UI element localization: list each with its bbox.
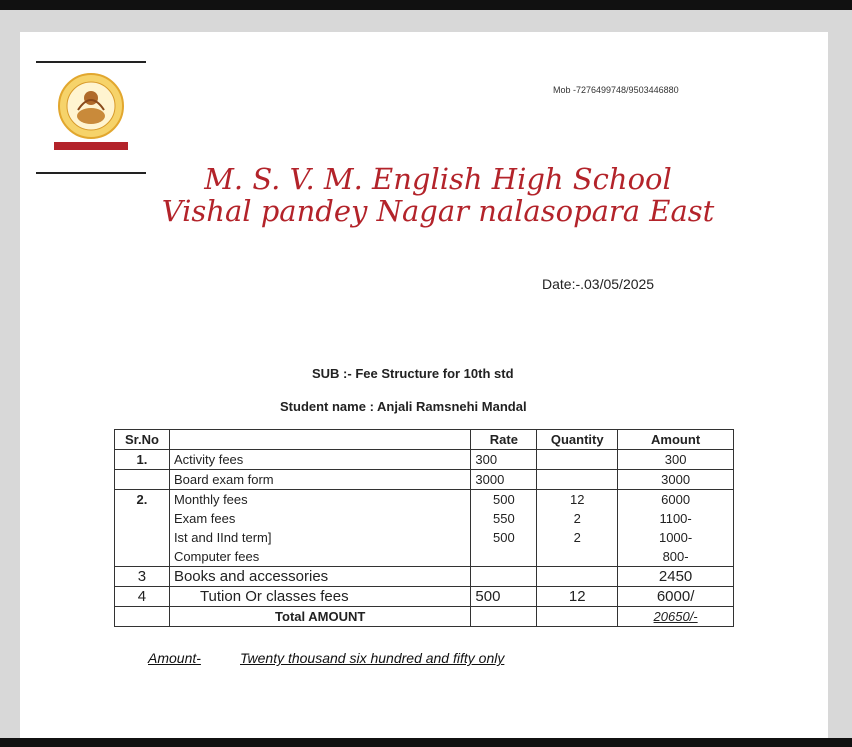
total-row: [115, 607, 734, 627]
cell-item: Books and accessories: [169, 567, 470, 587]
table-row: [115, 587, 734, 607]
cell-rate: [471, 547, 537, 567]
amount-in-words: Twenty thousand six hundred and fifty only: [240, 650, 505, 666]
school-name: M. S. V. M. English High School: [204, 162, 672, 196]
cell-item: Tution Or classes fees: [169, 587, 470, 607]
school-logo-icon: [48, 70, 134, 154]
header-item: [169, 430, 470, 450]
cell-sr: 1.: [115, 450, 170, 470]
table-row: [115, 509, 734, 528]
bottom-bar: [0, 738, 852, 747]
cell-sr: 3: [115, 567, 170, 587]
cell-rate: 500: [471, 587, 537, 607]
top-bar: [0, 0, 852, 10]
cell-rate: 300: [471, 450, 537, 470]
cell-amount: 300: [618, 450, 734, 470]
cell-sr: 4: [115, 587, 170, 607]
cell-item: Activity fees: [169, 450, 470, 470]
cell-amount: 800-: [618, 547, 734, 567]
subject-line: SUB :- Fee Structure for 10th std: [312, 366, 514, 381]
cell-rate: 500: [471, 528, 537, 547]
cell-sr: [115, 470, 170, 490]
school-address: Vishal pandey Nagar nalasopara East: [161, 194, 715, 228]
header-rate: Rate: [471, 430, 537, 450]
bottom-rule: [36, 172, 146, 174]
cell-rate: 500: [471, 490, 537, 510]
total-value: 20650/-: [618, 607, 734, 627]
cell-qty: [537, 607, 618, 627]
cell-qty: 12: [537, 587, 618, 607]
student-name: Student name : Anjali Ramsnehi Mandal: [280, 399, 527, 414]
letter-page: [20, 32, 828, 738]
amount-label: Amount-: [148, 650, 201, 666]
header-sr: Sr.No: [115, 430, 170, 450]
table-row: [115, 547, 734, 567]
letter-date: Date:-.03/05/2025: [542, 276, 655, 292]
cell-sr: [115, 607, 170, 627]
header-amount: Amount: [618, 430, 734, 450]
cell-item: Ist and IInd term]: [169, 528, 470, 547]
cell-item: Exam fees: [169, 509, 470, 528]
cell-amount: 3000: [618, 470, 734, 490]
table-row: [115, 470, 734, 490]
cell-amount: 2450: [618, 567, 734, 587]
cell-sr: [115, 528, 170, 547]
table-header-row: [115, 430, 734, 450]
cell-qty: 2: [537, 509, 618, 528]
cell-amount: 6000/: [618, 587, 734, 607]
total-label: Total AMOUNT: [169, 607, 470, 627]
cell-rate: [471, 607, 537, 627]
mobile-number: Mob -7276499748/9503446880: [553, 85, 679, 95]
cell-qty: [537, 470, 618, 490]
cell-rate: 3000: [471, 470, 537, 490]
cell-item: Monthly fees: [169, 490, 470, 510]
cell-item: Board exam form: [169, 470, 470, 490]
table-row: [115, 490, 734, 510]
cell-item: Computer fees: [169, 547, 470, 567]
cell-sr: [115, 509, 170, 528]
top-rule: [36, 61, 146, 63]
cell-qty: [537, 567, 618, 587]
table-row: [115, 450, 734, 470]
cell-qty: [537, 450, 618, 470]
cell-qty: 2: [537, 528, 618, 547]
cell-sr: 2.: [115, 490, 170, 510]
cell-rate: 550: [471, 509, 537, 528]
fee-table: [114, 429, 734, 627]
cell-amount: 1000-: [618, 528, 734, 547]
cell-sr: [115, 547, 170, 567]
cell-qty: 12: [537, 490, 618, 510]
table-row: [115, 567, 734, 587]
cell-rate: [471, 567, 537, 587]
cell-amount: 1100-: [618, 509, 734, 528]
cell-amount: 6000: [618, 490, 734, 510]
cell-qty: [537, 547, 618, 567]
table-row: [115, 528, 734, 547]
header-quantity: Quantity: [537, 430, 618, 450]
